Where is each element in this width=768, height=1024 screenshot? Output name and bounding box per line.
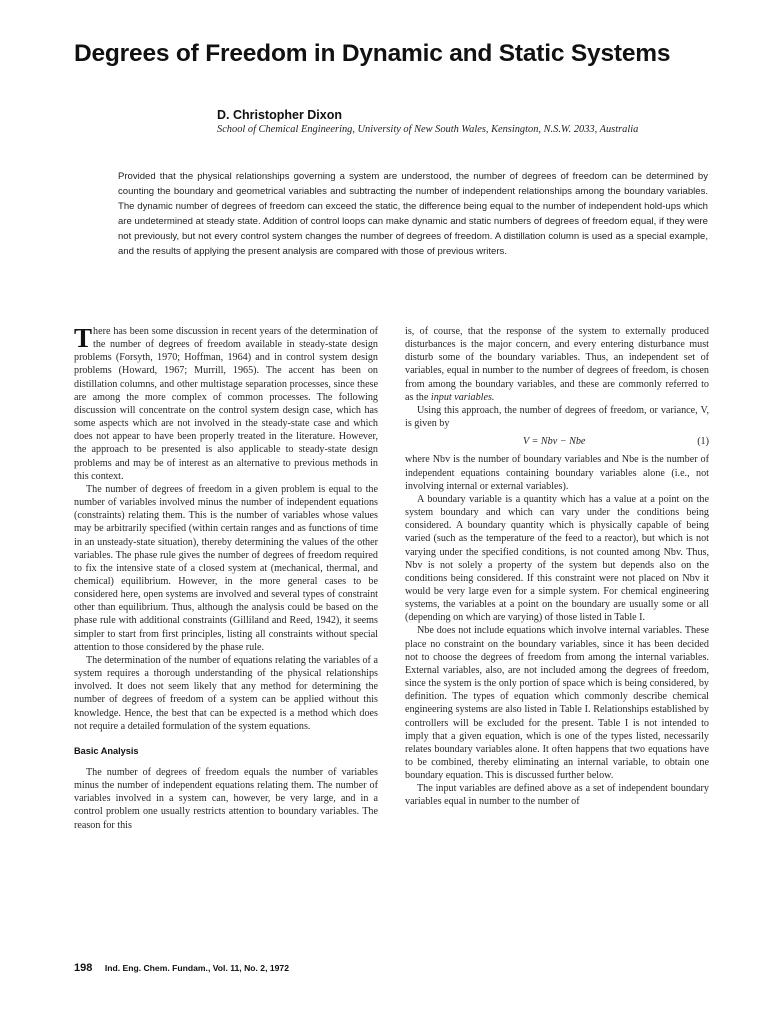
- right-column: [405, 325, 709, 809]
- intro-paragraph: [74, 325, 378, 483]
- page-number: 198: [74, 962, 93, 974]
- italic-term: input variables.: [430, 391, 495, 403]
- body-paragraph: The number of degrees of freedom in a given problem is equal to the number of variables involved minus the number of independent equations (constraints) relating them. This is the number of variables whose values may be arbitrarily specified (within certain ranges and as functions of time in an unsteady-state situation), thereby determining the values of the other variables. The phase rule gives the number of degrees of freedom required to fix the intensive state of a closed system at (mechanical, thermal, and chemical) equilibrium. However, in the more general cases to be considered here, open systems are involved and several types of constraint other than equilibrium. Thus, although the analysis could be based on the phase rule with additional constraints (Gilliland and Reed, 1942), it seems simpler to start from first principles, listing all constraints without special attention to those considered by the phase rule.: [74, 483, 378, 653]
- equation: [405, 435, 709, 448]
- abstract: Provided that the physical relationships governing a system are understood, the number of degrees of freedom can be determined by counting the boundary and geometrical variables and subtracting the number of independent relationships among the boundary variables. The dynamic number of degrees of freedom can exceed the static, the difference being equal to the number of independent hold-ups which are undetermined at steady state. Addition of control loops can make dynamic and static numbers of degrees of freedom equal, if they were not previously, but not every control system changes the number of degrees of freedom. A distillation column is used as a special example, and the results of applying the present analysis are compared with those of previous writers.: [118, 171, 708, 257]
- body-paragraph: A boundary variable is a quantity which has a value at a point on the system boundary and which can vary under the conditions being considered. A boundary quantity which is physically capable of being varied (such as the temperature of the feed to a reactor), but which is not varying under the specified conditions, is not counted among Nbv. Thus, Nbv is not solely a property of the system but depends also on the conditions being considered. If this constraint were not placed on Nbv it would be very large even for a simple system. For chemical engineering systems, the variables at a point on the boundary are usually some or all (depending on which are varying) of those listed in Table I.: [405, 493, 709, 624]
- page-footer: [74, 958, 289, 976]
- journal-citation: Ind. Eng. Chem. Fundam., Vol. 11, No. 2, 1972: [104, 963, 289, 973]
- author-name: D. Christopher Dixon: [217, 108, 343, 122]
- body-paragraph: The number of degrees of freedom equals the number of variables minus the number of independent equations relating them. The number of variables involved in a system can, however, be very large, and in a control problem one usually restricts attention to boundary variables. The reason for this: [74, 767, 378, 831]
- body-paragraph: The determination of the number of equations relating the variables of a system requires a thorough understanding of the physical relationships involved. It does not seem likely that any method for determining the number of degrees of freedom of a system can be applied without this knowledge. Hence, the best that can be expected is a method which does not require a detailed formulation of the system equations.: [74, 654, 378, 732]
- section-heading: Basic Analysis: [74, 745, 139, 756]
- left-column: [74, 325, 378, 832]
- intro-text: here has been some discussion in recent years of the determination of the number of degrees of freedom available in steady-state design problems (Forsyth, 1970; Hoffman, 1964) and in control system design problems (Howard, 1967; Murrill, 1965). The accent has been on distillation columns, and other multistage separation processes, since these are among the more complex of common processes. The following discussion will concentrate on the control system design case, which has some aspects which are not involved in the steady-state case and which does not appear to have been properly treated in the literature. However, the approach to be presented is also applicable to steady-state design problems and may be of interest as an alternative to previous methods in this context.: [74, 326, 378, 482]
- body-paragraph: [405, 325, 709, 404]
- equation-body: V = Nbv − Nbe: [523, 436, 586, 448]
- article-title: Degrees of Freedom in Dynamic and Static Systems: [74, 40, 671, 67]
- author-affiliation: School of Chemical Engineering, University of New South Wales, Kensington, N.S.W. 2033, Australia: [217, 124, 639, 135]
- drop-cap: T: [74, 323, 93, 353]
- body-paragraph: Nbe does not include equations which involve internal variables. These place no constraint on the boundary variables, since it has been decided not to choose the degrees of freedom from among the internal variables. External variables, also, are not included among the degrees of freedom, since the system is the only portion of space which is being considered, by definition. The types of equation which commonly describe chemical engineering systems are also listed in Table I. Relationships established by controllers will be excluded for the present. Table I is not intended to imply that a given equation, which is one of the types listed, necessarily relates boundary variables alone. It often happens that two equations have to be combined, thereby eliminating an internal variable, to obtain one boundary equation. This is discussed further below.: [405, 625, 709, 782]
- equation-number: (1): [697, 436, 709, 448]
- body-paragraph: Using this approach, the number of degrees of freedom, or variance, V, is given by: [405, 404, 709, 430]
- body-text: is, of course, that the response of the system to externally produced disturbances is the major concern, and every entering disturbance must disturb some of the boundary variables. Thus, an independent set of variables, equal in number to the number of degrees of freedom, is chosen from among the boundary variables, and these are commonly referred to as the: [405, 326, 709, 403]
- body-paragraph: The input variables are defined above as a set of independent boundary variables equal in number to the number of: [405, 783, 709, 808]
- body-paragraph: where Nbv is the number of boundary variables and Nbe is the number of independent equations containing boundary variables alone (i.e., not involving internal or external variables).: [405, 454, 709, 492]
